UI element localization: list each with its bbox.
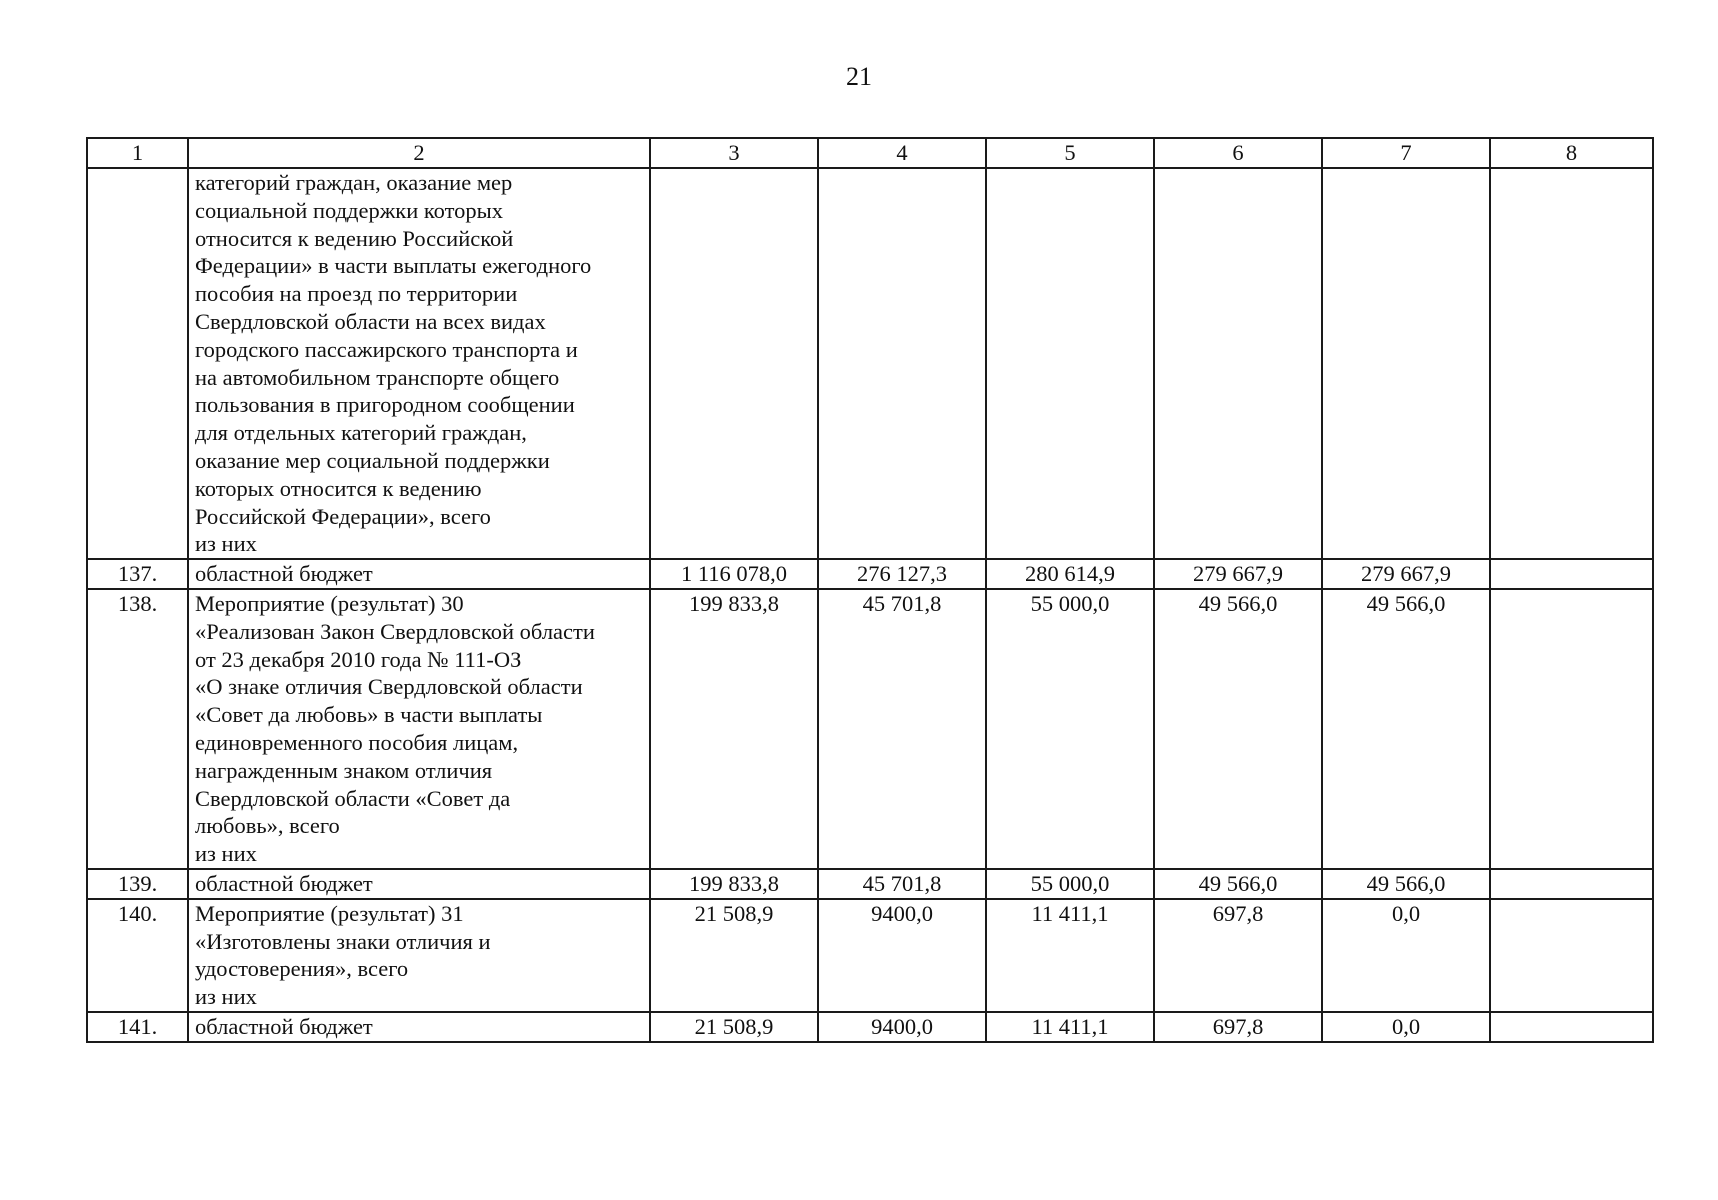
description-line: относится к ведению Российской bbox=[195, 225, 514, 251]
description-line: Мероприятие (результат) 30 bbox=[195, 590, 464, 616]
value-cell: 11 411,1 bbox=[986, 899, 1154, 1012]
value-cell: 199 833,8 bbox=[650, 589, 818, 869]
description-line: «Изготовлены знаки отличия и bbox=[195, 928, 491, 954]
table-row bbox=[87, 168, 1653, 559]
value-cell: 49 566,0 bbox=[1322, 869, 1490, 899]
description-line: которых относится к ведению bbox=[195, 475, 482, 501]
row-number: 137. bbox=[87, 559, 188, 589]
value-cell bbox=[986, 168, 1154, 559]
value-cell: 279 667,9 bbox=[1322, 559, 1490, 589]
value-cell: 9400,0 bbox=[818, 1012, 986, 1042]
value-cell: 49 566,0 bbox=[1154, 869, 1322, 899]
description-line: удостоверения», всего bbox=[195, 956, 409, 982]
description-line: областной бюджет bbox=[195, 561, 373, 587]
column-number-row bbox=[87, 138, 1653, 168]
row-description bbox=[188, 869, 650, 899]
value-cell: 1 116 078,0 bbox=[650, 559, 818, 589]
description-line: из них bbox=[195, 841, 257, 867]
value-cell bbox=[1490, 1012, 1653, 1042]
budget-table bbox=[86, 137, 1654, 1043]
value-cell: 280 614,9 bbox=[986, 559, 1154, 589]
description-line: «Реализован Закон Свердловской области bbox=[195, 618, 595, 644]
row-description bbox=[188, 899, 650, 1012]
column-header: 8 bbox=[1490, 138, 1653, 168]
table-row bbox=[87, 899, 1653, 1012]
description-line: Российской Федерации», всего bbox=[195, 503, 491, 529]
value-cell bbox=[650, 168, 818, 559]
description-line: награжденным знаком отличия bbox=[195, 757, 493, 783]
value-cell: 55 000,0 bbox=[986, 589, 1154, 869]
row-description bbox=[188, 168, 650, 559]
value-cell bbox=[1490, 589, 1653, 869]
row-description bbox=[188, 559, 650, 589]
description-line: Федерации» в части выплаты ежегодного bbox=[195, 253, 592, 279]
value-cell bbox=[1490, 559, 1653, 589]
column-header: 3 bbox=[650, 138, 818, 168]
description-line: социальной поддержки которых bbox=[195, 197, 504, 223]
description-line: областной бюджет bbox=[195, 1013, 373, 1039]
table-row bbox=[87, 1012, 1653, 1042]
value-cell bbox=[1154, 168, 1322, 559]
value-cell: 276 127,3 bbox=[818, 559, 986, 589]
column-header: 5 bbox=[986, 138, 1154, 168]
row-description bbox=[188, 589, 650, 869]
column-header: 2 bbox=[188, 138, 650, 168]
row-number bbox=[87, 168, 188, 559]
value-cell: 45 701,8 bbox=[818, 869, 986, 899]
row-number: 140. bbox=[87, 899, 188, 1012]
description-line: любовь», всего bbox=[195, 813, 340, 839]
description-line: единовременного пособия лицам, bbox=[195, 729, 519, 755]
value-cell: 49 566,0 bbox=[1322, 589, 1490, 869]
description-line: из них bbox=[195, 984, 257, 1010]
value-cell: 49 566,0 bbox=[1154, 589, 1322, 869]
description-line: «Совет да любовь» в части выплаты bbox=[195, 702, 543, 728]
description-line: Свердловской области на всех видах bbox=[195, 308, 546, 334]
page-number: 21 bbox=[846, 62, 872, 91]
value-cell: 199 833,8 bbox=[650, 869, 818, 899]
description-line: Свердловской области «Совет да bbox=[195, 785, 511, 811]
value-cell: 697,8 bbox=[1154, 899, 1322, 1012]
description-line: пособия на проезд по территории bbox=[195, 281, 518, 307]
description-line: от 23 декабря 2010 года № 111-ОЗ bbox=[195, 646, 522, 672]
description-line: для отдельных категорий граждан, bbox=[195, 420, 527, 446]
value-cell bbox=[1322, 168, 1490, 559]
description-line: оказание мер социальной поддержки bbox=[195, 447, 550, 473]
column-header: 4 bbox=[818, 138, 986, 168]
value-cell: 0,0 bbox=[1322, 899, 1490, 1012]
row-number: 141. bbox=[87, 1012, 188, 1042]
description-line: «О знаке отличия Свердловской области bbox=[195, 674, 583, 700]
value-cell: 21 508,9 bbox=[650, 1012, 818, 1042]
description-line: на автомобильном транспорте общего bbox=[195, 364, 560, 390]
value-cell: 0,0 bbox=[1322, 1012, 1490, 1042]
description-line: областной бюджет bbox=[195, 870, 373, 896]
row-description bbox=[188, 1012, 650, 1042]
table-row bbox=[87, 589, 1653, 869]
value-cell bbox=[1490, 899, 1653, 1012]
description-line: Мероприятие (результат) 31 bbox=[195, 900, 464, 926]
description-line: пользования в пригородном сообщении bbox=[195, 392, 575, 418]
value-cell bbox=[818, 168, 986, 559]
value-cell: 697,8 bbox=[1154, 1012, 1322, 1042]
column-header: 1 bbox=[87, 138, 188, 168]
row-number: 138. bbox=[87, 589, 188, 869]
value-cell bbox=[1490, 168, 1653, 559]
value-cell: 21 508,9 bbox=[650, 899, 818, 1012]
row-number: 139. bbox=[87, 869, 188, 899]
table-row bbox=[87, 869, 1653, 899]
description-line: категорий граждан, оказание мер bbox=[195, 170, 513, 195]
value-cell: 279 667,9 bbox=[1154, 559, 1322, 589]
table-body bbox=[87, 168, 1653, 1042]
value-cell: 11 411,1 bbox=[986, 1012, 1154, 1042]
value-cell: 45 701,8 bbox=[818, 589, 986, 869]
value-cell bbox=[1490, 869, 1653, 899]
value-cell: 9400,0 bbox=[818, 899, 986, 1012]
column-header: 6 bbox=[1154, 138, 1322, 168]
description-line: городского пассажирского транспорта и bbox=[195, 336, 578, 362]
column-header: 7 bbox=[1322, 138, 1490, 168]
value-cell: 55 000,0 bbox=[986, 869, 1154, 899]
description-line: из них bbox=[195, 531, 257, 557]
table-row bbox=[87, 559, 1653, 589]
